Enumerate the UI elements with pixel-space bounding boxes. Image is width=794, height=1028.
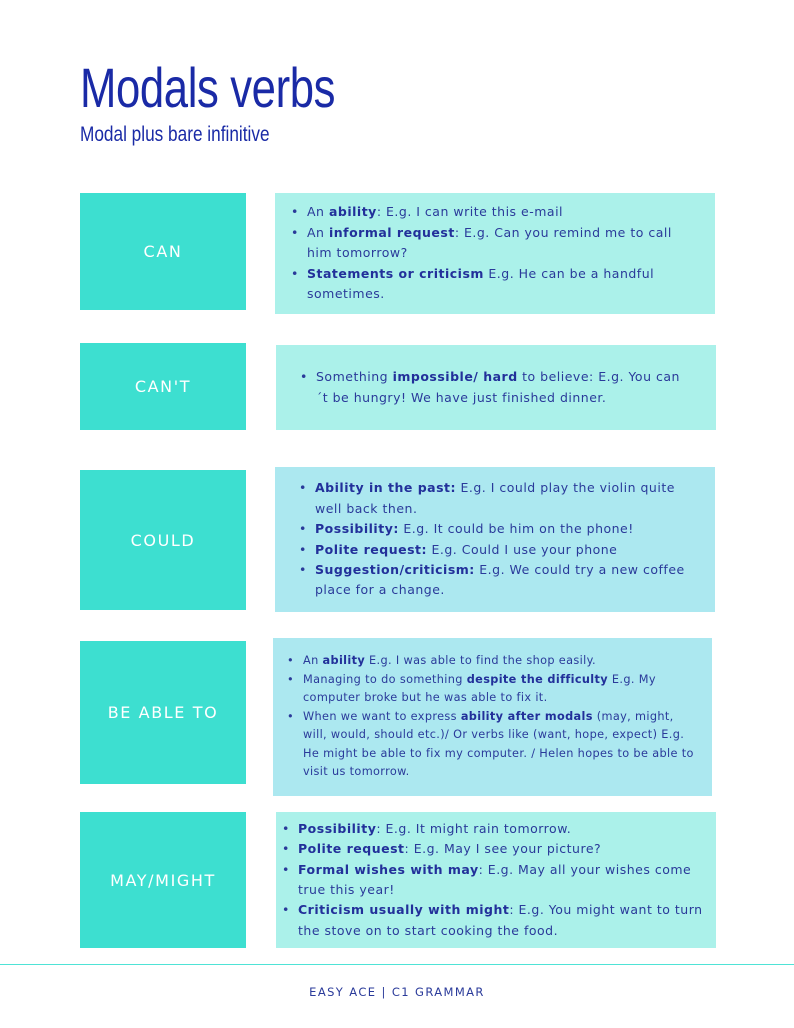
usage-text: : E.g. May I see your picture? (404, 841, 602, 857)
usage-text: An (307, 204, 329, 220)
usage-list (297, 478, 693, 600)
usage-item (289, 223, 701, 264)
usage-text: E.g. I could play the violin quite well back then. (315, 480, 675, 516)
usage-list (285, 652, 700, 782)
usage-text: E.g. I was able to find the shop easily. (365, 653, 596, 667)
usage-item (285, 652, 700, 671)
modal-content-could (275, 467, 715, 612)
usage-keyword: despite the difficulty (466, 672, 608, 686)
usage-keyword: impossible/ hard (392, 369, 518, 385)
modal-label-may-might: MAY/MIGHT (80, 812, 246, 948)
usage-text: An (303, 653, 323, 667)
usage-text: : E.g. I can write this e-mail (376, 204, 564, 220)
usage-item (297, 478, 693, 519)
modal-content-be-able-to (273, 638, 712, 796)
modal-label-cant: CAN'T (80, 343, 246, 430)
usage-item (298, 367, 694, 408)
usage-text: When we want to express (303, 709, 461, 723)
usage-keyword: Formal wishes with may (298, 861, 479, 877)
usage-keyword: ability (322, 653, 366, 667)
usage-item (285, 671, 700, 708)
footer-text: EASY ACE | C1 GRAMMAR (309, 985, 485, 999)
usage-item (297, 540, 693, 560)
usage-item (297, 560, 693, 601)
usage-list (289, 202, 701, 304)
usage-text: : E.g. You might want to turn the stove on to start cooking the food. (298, 902, 703, 938)
usage-keyword: informal request (328, 224, 455, 240)
usage-keyword: Polite request: (315, 541, 428, 557)
usage-keyword: ability after modals (460, 709, 593, 723)
modal-label-could: COULD (80, 470, 246, 610)
usage-item (280, 860, 708, 901)
usage-text: : E.g. May all your wishes come true this year! (298, 861, 692, 897)
usage-item (280, 900, 708, 941)
usage-item (297, 519, 693, 539)
modal-content-cant (276, 345, 716, 430)
usage-keyword: Possibility (298, 820, 377, 836)
usage-keyword: Possibility: (315, 521, 399, 537)
page-title: Modals verbs (80, 56, 336, 119)
usage-item (285, 708, 700, 782)
usage-item (280, 839, 708, 859)
usage-text: to believe: E.g. You can ´t be hungry! We have just finished dinner. (316, 369, 680, 405)
usage-item (289, 202, 701, 222)
usage-text: E.g. Could I use your phone (427, 541, 618, 557)
usage-keyword: Criticism usually with might (298, 902, 510, 918)
usage-list (298, 367, 694, 408)
usage-keyword: ability (328, 204, 377, 220)
usage-text: : E.g. It might rain tomorrow. (376, 820, 572, 836)
page-subtitle: Modal plus bare infinitive (80, 123, 270, 146)
usage-text: E.g. He can be a handful sometimes. (307, 265, 655, 302)
usage-list (280, 819, 708, 941)
usage-text: Managing to do something (303, 672, 467, 686)
usage-item (289, 264, 701, 305)
modal-content-can (275, 193, 715, 314)
usage-text: Something (316, 369, 393, 385)
modal-content-may-might (276, 812, 716, 948)
usage-text: E.g. My computer broke but he was able to fix it. (303, 672, 656, 705)
usage-text: E.g. We could try a new coffee place for a change. (315, 561, 685, 598)
usage-text: E.g. It could be him on the phone! (398, 521, 634, 537)
usage-keyword: Ability in the past: (315, 480, 456, 496)
usage-keyword: Suggestion/criticism: (315, 561, 475, 577)
usage-text: (may, might, will, would, should etc.)/ Or verbs like (want, hope, expect) E.g. He might be able to fix my computer. / Helen hopes to be able to visit us tomorrow. (303, 709, 694, 779)
usage-keyword: Statements or criticism (307, 265, 484, 281)
footer-divider (0, 964, 794, 965)
usage-item (280, 819, 708, 839)
usage-text: An (307, 224, 329, 240)
modal-label-can: CAN (80, 193, 246, 310)
usage-keyword: Polite request (298, 841, 405, 857)
modal-label-be-able-to: BE ABLE TO (80, 641, 246, 784)
usage-text: : E.g. Can you remind me to call him tomorrow? (307, 224, 672, 261)
